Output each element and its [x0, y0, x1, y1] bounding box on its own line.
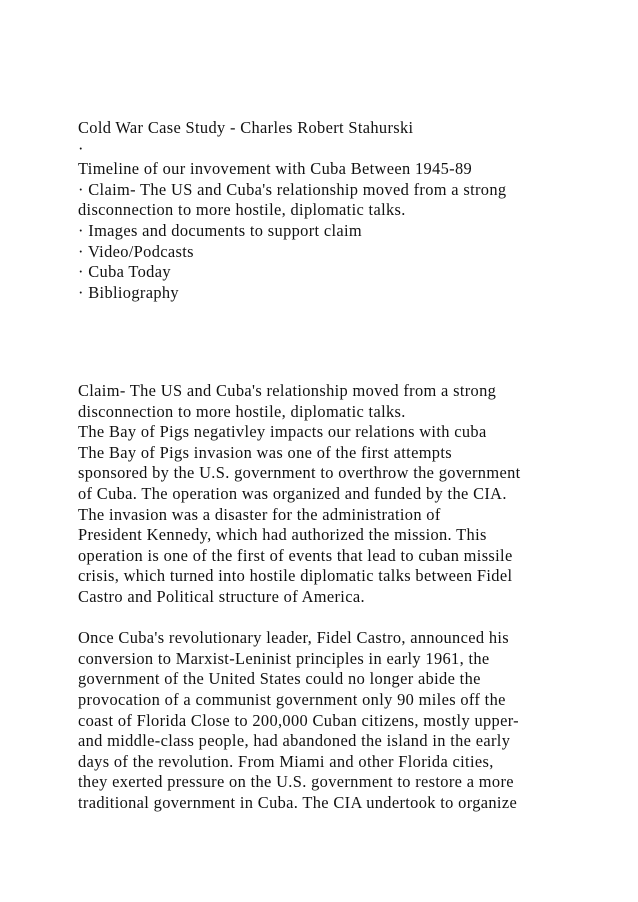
- body-line: disconnection to more hostile, diplomatic talks.: [78, 401, 406, 421]
- body-line: The Bay of Pigs invasion was one of the first attempts: [78, 442, 452, 462]
- outline-item-video: · Video/Podcasts: [78, 241, 194, 261]
- document-title: Cold War Case Study - Charles Robert Stahurski: [78, 118, 414, 137]
- bullet-mark: ·: [78, 138, 84, 158]
- timeline-heading: Timeline of our invovement with Cuba Between 1945-89: [78, 159, 473, 179]
- body-line: provocation of a communist government only 90 miles off the: [78, 689, 506, 709]
- outline-item-images: · Images and documents to support claim: [78, 220, 363, 240]
- body-line: sponsored by the U.S. government to overthrow the government: [78, 463, 521, 483]
- body-line: Once Cuba's revolutionary leader, Fidel Castro, announced his: [78, 628, 510, 648]
- body-line: The Bay of Pigs negativley impacts our relations with cuba: [78, 422, 487, 442]
- body-line: conversion to Marxist-Leninist principles in early 1961, the: [78, 648, 490, 668]
- body-line: coast of Florida Close to 200,000 Cuban citizens, mostly upper-: [78, 710, 519, 730]
- outline-item-bibliography: · Bibliography: [78, 282, 179, 302]
- body-line: Castro and Political structure of America.: [78, 586, 365, 606]
- body-line: Claim- The US and Cuba's relationship moved from a strong: [78, 381, 497, 400]
- paragraph-gap: [78, 608, 598, 629]
- body-line: government of the United States could no longer abide the: [78, 669, 481, 689]
- body-line: traditional government in Cuba. The CIA undertook to organize: [78, 792, 518, 812]
- body-line: days of the revolution. From Miami and other Florida cities,: [78, 751, 494, 771]
- body-line: crisis, which turned into hostile diplomatic talks between Fidel: [78, 566, 513, 586]
- outline-item-claim: · Claim- The US and Cuba's relationship moved from a strong: [78, 179, 507, 199]
- body-line: President Kennedy, which had authorized the mission. This: [78, 525, 487, 545]
- body-line: and middle-class people, had abandoned the island in the early: [78, 731, 511, 751]
- outline-item-cuba-today: · Cuba Today: [78, 262, 171, 282]
- body-line: of Cuba. The operation was organized and funded by the CIA.: [78, 483, 507, 503]
- body-line: The invasion was a disaster for the administration of: [78, 504, 441, 524]
- body-line: operation is one of the first of events that lead to cuban missile: [78, 545, 513, 565]
- body-line: they exerted pressure on the U.S. government to restore a more: [78, 772, 514, 792]
- body-section: [78, 381, 598, 813]
- intro-section: [78, 118, 598, 303]
- outline-item-claim-cont: disconnection to more hostile, diplomatic talks.: [78, 200, 406, 220]
